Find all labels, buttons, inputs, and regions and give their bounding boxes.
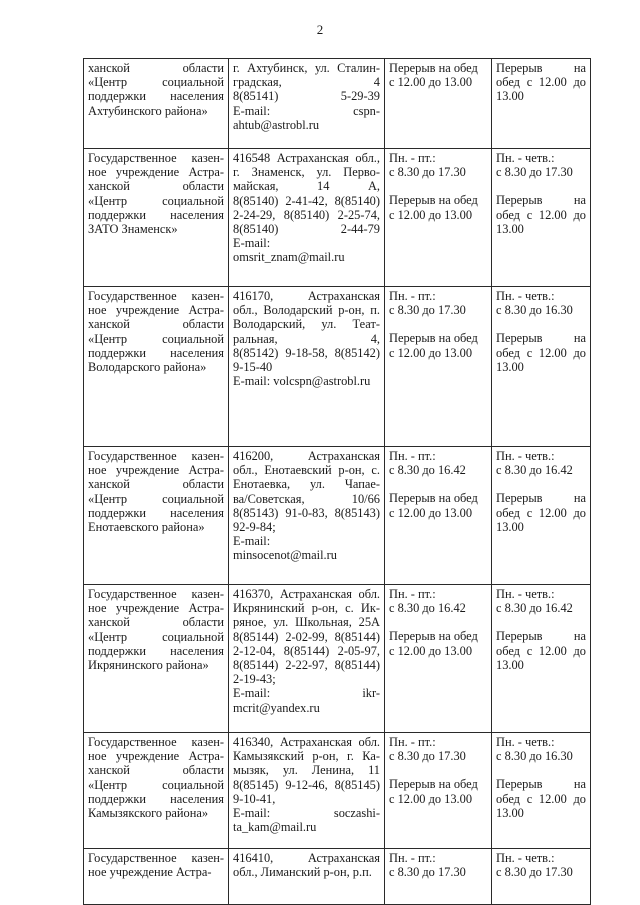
- friday-schedule-cell: [492, 287, 591, 447]
- spacer: [389, 179, 487, 193]
- text-line: «Центр социальной: [88, 331, 224, 346]
- text-line: 9-15-40: [233, 360, 273, 375]
- text-line: с 8.30 до 16.30: [496, 749, 573, 764]
- text-line: Государственное казен-: [88, 289, 224, 303]
- text-line: поддержки населения: [88, 505, 224, 520]
- text-line: 416410, Астраханская: [233, 851, 380, 865]
- organization-cell: [84, 149, 229, 287]
- friday-schedule-cell: [492, 149, 591, 287]
- table-row: [84, 149, 591, 287]
- text-line: поддержки населения: [88, 643, 224, 658]
- institutions-table: [83, 58, 591, 905]
- text-line: 2-24-29, 8(85140) 2-25-74,: [233, 207, 380, 222]
- text-line: Пн. - пт.:: [389, 289, 436, 303]
- text-line: 416340, Астраханская обл.: [233, 735, 380, 749]
- text-line: 2-19-43;: [233, 672, 276, 687]
- text-line: обед с 12.00 до: [496, 345, 586, 360]
- text-line: ное учреждение Астра-: [88, 601, 224, 616]
- text-line: ta_kam@mail.ru: [233, 820, 317, 835]
- text-line: 92-9-84;: [233, 520, 276, 535]
- text-line: обед с 12.00 до: [496, 207, 586, 222]
- text-line: с 12.00 до 13.00: [389, 345, 473, 360]
- text-line: с 8.30 до 17.30: [389, 303, 466, 318]
- text-line: 8(85145) 9-12-46, 8(85145): [233, 777, 380, 792]
- text-line: Ахтубинского района»: [88, 103, 208, 118]
- table-row: [84, 849, 591, 905]
- spacer: [496, 763, 586, 777]
- text-line: градская, 4: [233, 75, 380, 90]
- organization-cell: [84, 585, 229, 733]
- text-line: ное учреждение Астра-: [88, 749, 224, 764]
- text-line: ханской области: [88, 61, 224, 75]
- text-line: Пн. - четв.:: [496, 289, 555, 303]
- text-line: E-mail: ikr-: [233, 686, 380, 701]
- text-line: minsocenot@mail.ru: [233, 548, 337, 563]
- text-line: 8(85143) 91-0-83, 8(85143): [233, 505, 380, 520]
- weekday-schedule-cell: [385, 59, 492, 149]
- text-line: г. Ахтубинск, ул. Сталин-: [233, 61, 380, 75]
- text-line: E-mail: volcspn@astrobl.ru: [233, 374, 371, 389]
- text-line: Перерыв на: [496, 777, 586, 792]
- text-line: с 8.30 до 16.42: [496, 463, 573, 478]
- text-line: 8(85140) 2-44-79: [233, 222, 380, 237]
- text-line: Пн. - четв.:: [496, 449, 555, 463]
- weekday-schedule-cell: [385, 287, 492, 447]
- text-line: Государственное казен-: [88, 735, 224, 749]
- table-body: [84, 59, 591, 905]
- address-cell: [229, 149, 385, 287]
- table-row: [84, 287, 591, 447]
- text-line: ряное, ул. Школьная, 25А: [233, 615, 380, 630]
- text-line: Икрянинского района»: [88, 658, 209, 673]
- text-line: с 8.30 до 16.42: [389, 601, 466, 616]
- text-line: Володарского района»: [88, 360, 207, 375]
- text-line: Енотаевского района»: [88, 520, 205, 535]
- text-line: Государственное казен-: [88, 151, 224, 165]
- text-line: 416548 Астраханская обл.,: [233, 151, 380, 165]
- text-line: Пн. - четв.:: [496, 735, 555, 749]
- text-line: майская, 14 А,: [233, 179, 380, 194]
- text-line: ральная, 4,: [233, 331, 380, 346]
- text-line: Перерыв на: [496, 61, 586, 75]
- text-line: Перерыв на обед: [389, 491, 478, 506]
- address-cell: [229, 585, 385, 733]
- text-line: Пн. - пт.:: [389, 851, 436, 865]
- text-line: 416200, Астраханская: [233, 449, 380, 463]
- text-line: ханской области: [88, 317, 224, 332]
- text-line: 8(85141) 5-29-39: [233, 89, 380, 104]
- organization-cell: [84, 849, 229, 905]
- text-line: 13.00: [496, 805, 524, 820]
- text-line: 13.00: [496, 519, 524, 534]
- weekday-schedule-cell: [385, 733, 492, 849]
- text-line: 9-10-41,: [233, 791, 276, 806]
- text-line: Пн. - четв.:: [496, 587, 555, 601]
- text-line: г. Знаменск, ул. Перво-: [233, 165, 380, 180]
- weekday-schedule-cell: [385, 849, 492, 905]
- text-line: Перерыв на: [496, 331, 586, 346]
- text-line: Пн. - пт.:: [389, 587, 436, 601]
- text-line: ва/Советская, 10/66: [233, 491, 380, 506]
- text-line: 416370, Астраханская обл.: [233, 587, 380, 601]
- friday-schedule-cell: [492, 447, 591, 585]
- text-line: «Центр социальной: [88, 193, 224, 208]
- text-line: mcrit@yandex.ru: [233, 700, 320, 715]
- text-line: 13.00: [496, 221, 524, 236]
- weekday-schedule-cell: [385, 447, 492, 585]
- table-row: [84, 585, 591, 733]
- text-line: ханской области: [88, 763, 224, 778]
- text-line: поддержки населения: [88, 791, 224, 806]
- text-line: с 12.00 до 13.00: [389, 207, 473, 222]
- text-line: 13.00: [496, 89, 524, 104]
- text-line: E-mail: cspn-: [233, 103, 380, 118]
- text-line: 2-12-04, 8(85144) 2-05-97,: [233, 643, 380, 658]
- text-line: ное учреждение Астра-: [88, 165, 224, 180]
- spacer: [496, 615, 586, 629]
- text-line: обед с 12.00 до: [496, 505, 586, 520]
- text-line: Пн. - пт.:: [389, 151, 436, 165]
- text-line: Перерыв на обед: [389, 629, 478, 644]
- text-line: Государственное казен-: [88, 851, 224, 865]
- spacer: [389, 615, 487, 629]
- text-line: поддержки населения: [88, 345, 224, 360]
- friday-schedule-cell: [492, 849, 591, 905]
- text-line: Перерыв на: [496, 491, 586, 506]
- organization-cell: [84, 287, 229, 447]
- text-line: обл., Володарский р-он, п.: [233, 303, 380, 318]
- text-line: с 8.30 до 17.30: [389, 865, 466, 880]
- text-line: ное учреждение Астра-: [88, 865, 212, 880]
- address-cell: [229, 733, 385, 849]
- text-line: Пн. - пт.:: [389, 449, 436, 463]
- text-line: с 12.00 до 13.00: [389, 505, 473, 520]
- text-line: Пн. - пт.:: [389, 735, 436, 749]
- spacer: [389, 317, 487, 331]
- spacer: [496, 477, 586, 491]
- text-line: 416170, Астраханская: [233, 289, 380, 303]
- weekday-schedule-cell: [385, 585, 492, 733]
- text-line: Перерыв на обед: [389, 777, 478, 792]
- spacer: [496, 179, 586, 193]
- text-line: с 8.30 до 16.30: [496, 303, 573, 318]
- text-line: 13.00: [496, 359, 524, 374]
- text-line: Перерыв на: [496, 193, 586, 208]
- text-line: обл., Енотаевский р-он, с.: [233, 463, 380, 478]
- text-line: поддержки населения: [88, 207, 224, 222]
- text-line: Володарский, ул. Теат-: [233, 317, 380, 332]
- text-line: Енотаевка, ул. Чапае-: [233, 477, 380, 492]
- text-line: 13.00: [496, 657, 524, 672]
- organization-cell: [84, 59, 229, 149]
- text-line: 8(85142) 9-18-58, 8(85142): [233, 345, 380, 360]
- text-line: с 8.30 до 17.30: [389, 165, 466, 180]
- text-line: Государственное казен-: [88, 587, 224, 601]
- text-line: 8(85140) 2-41-42, 8(85140): [233, 193, 380, 208]
- text-line: E-mail: soczashi-: [233, 806, 380, 821]
- text-line: Икрянинский р-он, с. Ик-: [233, 601, 380, 616]
- text-line: с 8.30 до 17.30: [496, 865, 573, 880]
- text-line: Перерыв на: [496, 629, 586, 644]
- text-line: ханской области: [88, 615, 224, 630]
- weekday-schedule-cell: [385, 149, 492, 287]
- organization-cell: [84, 447, 229, 585]
- text-line: обед с 12.00 до: [496, 643, 586, 658]
- text-line: Перерыв на обед: [389, 193, 478, 208]
- address-cell: [229, 447, 385, 585]
- text-line: обед с 12.00 до: [496, 791, 586, 806]
- table-row: [84, 733, 591, 849]
- text-line: с 8.30 до 16.42: [389, 463, 466, 478]
- text-line: ное учреждение Астра-: [88, 303, 224, 318]
- text-line: ное учреждение Астра-: [88, 463, 224, 478]
- text-line: обл., Лиманский р-он, р.п.: [233, 865, 372, 880]
- text-line: 8(85144) 2-02-99, 8(85144): [233, 629, 380, 644]
- text-line: «Центр социальной: [88, 777, 224, 792]
- address-cell: [229, 287, 385, 447]
- friday-schedule-cell: [492, 733, 591, 849]
- text-line: Пн. - четв.:: [496, 151, 555, 165]
- text-line: Камызякский р-он, г. Ка-: [233, 749, 380, 764]
- organization-cell: [84, 733, 229, 849]
- table-row: [84, 447, 591, 585]
- text-line: 8(85144) 2-22-97, 8(85144): [233, 658, 380, 673]
- text-line: Пн. - четв.:: [496, 851, 555, 865]
- spacer: [389, 477, 487, 491]
- text-line: с 12.00 до 13.00: [389, 75, 473, 90]
- text-line: «Центр социальной: [88, 75, 224, 90]
- text-line: с 8.30 до 17.30: [389, 749, 466, 764]
- text-line: обед с 12.00 до: [496, 75, 586, 90]
- text-line: «Центр социальной: [88, 491, 224, 506]
- friday-schedule-cell: [492, 59, 591, 149]
- spacer: [496, 317, 586, 331]
- text-line: ahtub@astrobl.ru: [233, 117, 320, 132]
- friday-schedule-cell: [492, 585, 591, 733]
- text-line: с 12.00 до 13.00: [389, 643, 473, 658]
- text-line: с 8.30 до 16.42: [496, 601, 573, 616]
- address-cell: [229, 59, 385, 149]
- text-line: ЗАТО Знаменск»: [88, 222, 178, 237]
- text-line: с 8.30 до 17.30: [496, 165, 573, 180]
- table-row: [84, 59, 591, 149]
- spacer: [389, 763, 487, 777]
- text-line: Камызякского района»: [88, 806, 209, 821]
- text-line: «Центр социальной: [88, 629, 224, 644]
- text-line: Перерыв на обед: [389, 331, 478, 346]
- text-line: поддержки населения: [88, 89, 224, 104]
- text-line: ханской области: [88, 477, 224, 492]
- text-line: omsrit_znam@mail.ru: [233, 250, 345, 265]
- text-line: Государственное казен-: [88, 449, 224, 463]
- text-line: ханской области: [88, 179, 224, 194]
- text-line: Перерыв на обед: [389, 61, 478, 75]
- text-line: с 12.00 до 13.00: [389, 791, 473, 806]
- text-line: E-mail:: [233, 236, 271, 251]
- page-number: 2: [316, 22, 324, 37]
- text-line: мызяк, ул. Ленина, 11: [233, 763, 380, 778]
- text-line: E-mail:: [233, 534, 271, 549]
- address-cell: [229, 849, 385, 905]
